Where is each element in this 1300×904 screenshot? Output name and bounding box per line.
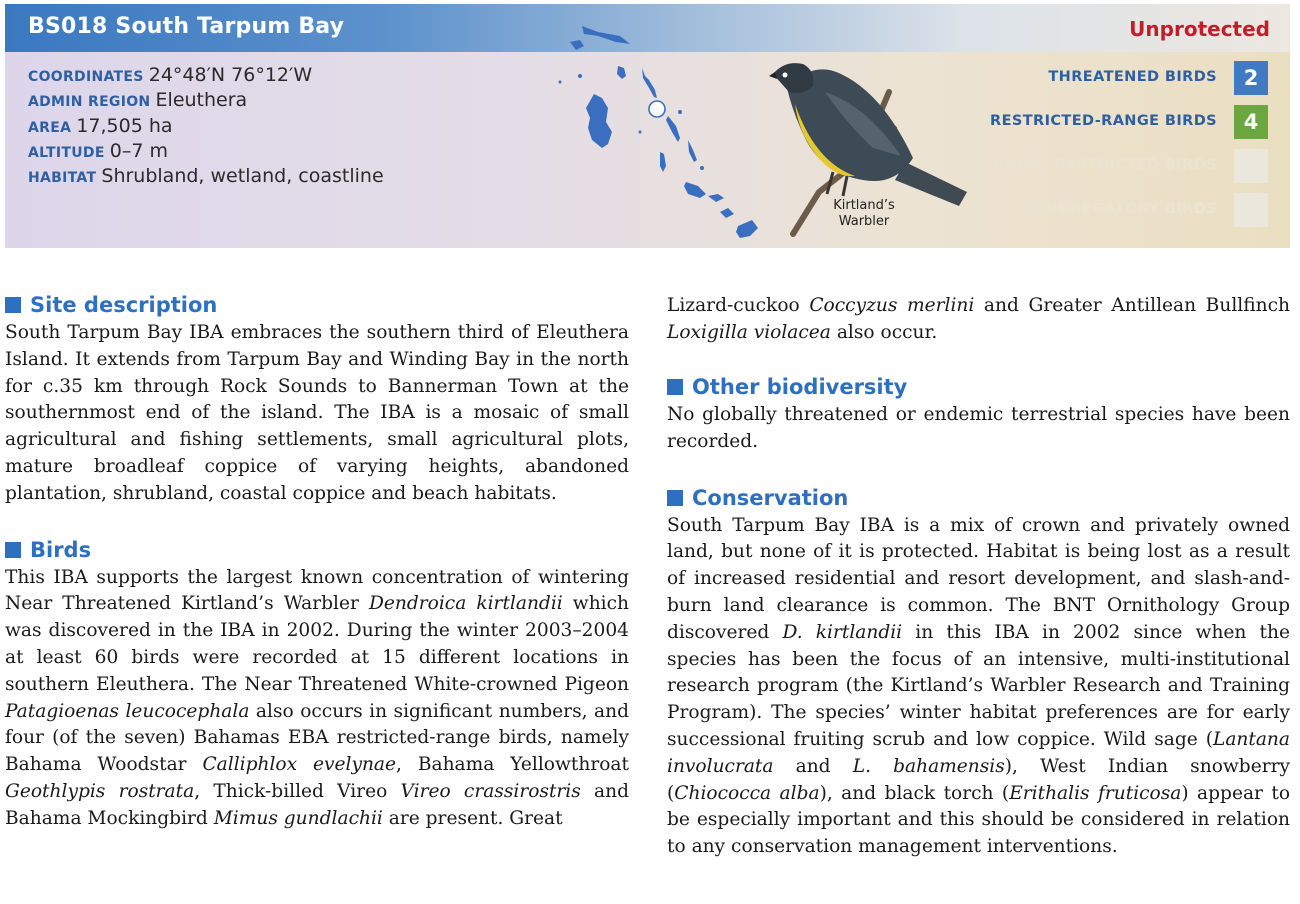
heading-site-description — [5, 290, 629, 320]
bird-head — [773, 63, 813, 93]
heading-text: Other biodiversity — [692, 375, 908, 399]
island — [642, 68, 657, 98]
criterion-count — [1234, 193, 1268, 227]
birds-text-continued: Lizard-cuckoo Coccyzus merlini and Greater Antillean Bullfinch Loxigilla violacea also occur. — [667, 295, 1290, 343]
island — [684, 182, 706, 198]
species-name: L. bahamensis — [852, 755, 1005, 777]
conservation-text: South Tarpum Bay IBA is a mix of crown and privately owned land, but none of it is protected. Habitat is being lost as a result of increased residential and resort development, and slash-and-burn land clearance is common. The BNT Ornithology Group discovered D. kirtlandii in this IBA in 2002 since when the species has been the focus of an intensive, multi-institutional research program (the Kirtland’s Warbler Research and Training Program). The species’ winter habitat preferences are for early successional fruiting scrub and low coppice. Wild sage (Lantana involucrata and L. bahamensis), West Indian snowberry (Chiococca alba), and black torch (Erithalis fruticosa) appear to be especially important and this should be considered in relation to any conservation management interventions. — [667, 514, 1291, 858]
fact-value: 0–7 m — [109, 139, 169, 162]
heading-conservation — [667, 483, 1290, 513]
fact-label: AREA — [28, 119, 72, 136]
section-marker — [5, 542, 21, 558]
island — [688, 140, 697, 162]
species-name: Lantana involucrata — [667, 728, 1290, 777]
criterion-count: 4 — [1234, 105, 1268, 139]
fact-admin-region — [28, 89, 384, 114]
criterion-congregatory-birds — [890, 193, 1290, 227]
fact-label: COORDINATES — [28, 69, 144, 85]
fact-area — [28, 115, 384, 140]
criterion-label: BIOME-RESTRICTED BIRDS — [993, 157, 1217, 173]
site-description-text: South Tarpum Bay IBA embraces the southern third of Eleuthera Island. It extends from Tarpum Bay and Winding Bay in the north for c.35 km through Rock Sounds to Bannerman Town at the southernmost end of the island. The IBA is a mosaic of small agricultural and fishing settlements, small agricultural plots, mature broadleaf coppice of varying heights, abandoned plantation, shrubland, coastal coppice and beach habitats. — [5, 322, 629, 504]
map-islands — [559, 26, 759, 238]
fact-altitude — [28, 140, 384, 165]
fact-label: ALTITUDE — [28, 144, 105, 161]
species-name: Vireo crassirostris — [400, 780, 581, 802]
fact-value: 24°48′N 76°12′W — [148, 64, 313, 86]
fact-value: Eleuthera — [155, 89, 248, 112]
species-name: Erithalis fruticosa — [1009, 782, 1182, 804]
species-name: Calliphlox evelynae — [202, 754, 397, 776]
species-name: Patagioenas leucocephala — [5, 700, 250, 722]
island — [570, 40, 584, 50]
island — [666, 116, 680, 142]
island — [559, 81, 562, 84]
fact-label: ADMIN REGION — [28, 94, 151, 111]
criterion-count: 2 — [1234, 61, 1268, 95]
species-name: Chiococca alba — [674, 782, 820, 804]
species-name: D. kirtlandii — [782, 621, 903, 643]
left-column — [5, 290, 629, 833]
island — [708, 194, 724, 202]
island — [678, 110, 682, 114]
species-name: Dendroica kirtlandii — [368, 593, 563, 615]
fact-habitat — [28, 165, 384, 190]
island — [578, 74, 582, 78]
species-name: Geothlypis rostrata — [5, 780, 195, 802]
island — [720, 208, 734, 218]
site-title: BS018 South Tarpum Bay — [28, 14, 345, 39]
bird-eye — [783, 73, 788, 78]
heading-other-biodiversity — [667, 372, 1290, 402]
island — [700, 166, 704, 170]
island — [660, 152, 666, 172]
right-column — [667, 372, 1290, 861]
heading-text: Site description — [30, 293, 218, 317]
bird-caption-line: Warbler — [838, 214, 890, 229]
section-marker — [667, 379, 683, 395]
section-marker — [667, 490, 683, 506]
fact-value: Shrubland, wetland, coastline — [101, 165, 384, 188]
protection-status: Unprotected — [1129, 17, 1270, 41]
criterion-label: RESTRICTED-RANGE BIRDS — [990, 113, 1217, 129]
criterion-label: CONGREGATORY BIRDS — [1021, 201, 1217, 217]
location-map — [510, 12, 770, 248]
site-facts — [28, 64, 384, 190]
island — [586, 94, 612, 148]
criterion-restricted-range-birds — [890, 105, 1290, 139]
species-name: Loxigilla violacea — [667, 321, 831, 343]
criterion-threatened-birds — [890, 61, 1290, 95]
species-name: Mimus gundlachii — [213, 807, 383, 829]
criterion-label: THREATENED BIRDS — [1048, 69, 1217, 85]
heading-text: Birds — [30, 537, 92, 562]
site-header-panel — [5, 4, 1290, 248]
island — [617, 66, 626, 79]
criterion-count — [1234, 149, 1268, 183]
fact-coordinates — [28, 64, 384, 89]
species-name: Coccyzus merlini — [809, 295, 975, 316]
site-location-marker — [649, 101, 665, 117]
island — [582, 26, 630, 44]
section-marker — [5, 297, 21, 313]
criterion-biome-restricted-birds — [890, 149, 1290, 183]
other-biodiversity-text: No globally threatened or endemic terrestrial species have been recorded. — [667, 404, 1290, 452]
fact-value: 17,505 ha — [76, 114, 173, 137]
fact-label: HABITAT — [28, 170, 97, 187]
birds-text: This IBA supports the largest known concentration of wintering Near Threatened Kirtland’s Warbler Dendroica kirtlandii which was discovered in the IBA in 2002. During the winter 2003–2004 at least 60 birds were recorded at 15 different locations in southern Eleuthera. The Near Threatened White-crowned Pigeon Patagioenas leucocephala also occurs in significant numbers, and four (of the seven) Bahamas EBA restricted-range birds, namely Bahama Woodstar Calliphlox evelynae, Bahama Yellowthroat Geothlypis rostrata, Thick-billed Vireo Vireo crassirostris and Bahama Mockingbird Mimus gundlachii are present. Great — [5, 566, 630, 829]
heading-text: Conservation — [692, 485, 849, 510]
heading-birds — [5, 535, 629, 565]
island — [639, 131, 642, 134]
bird-caption-line: Kirtland’s — [833, 198, 895, 213]
